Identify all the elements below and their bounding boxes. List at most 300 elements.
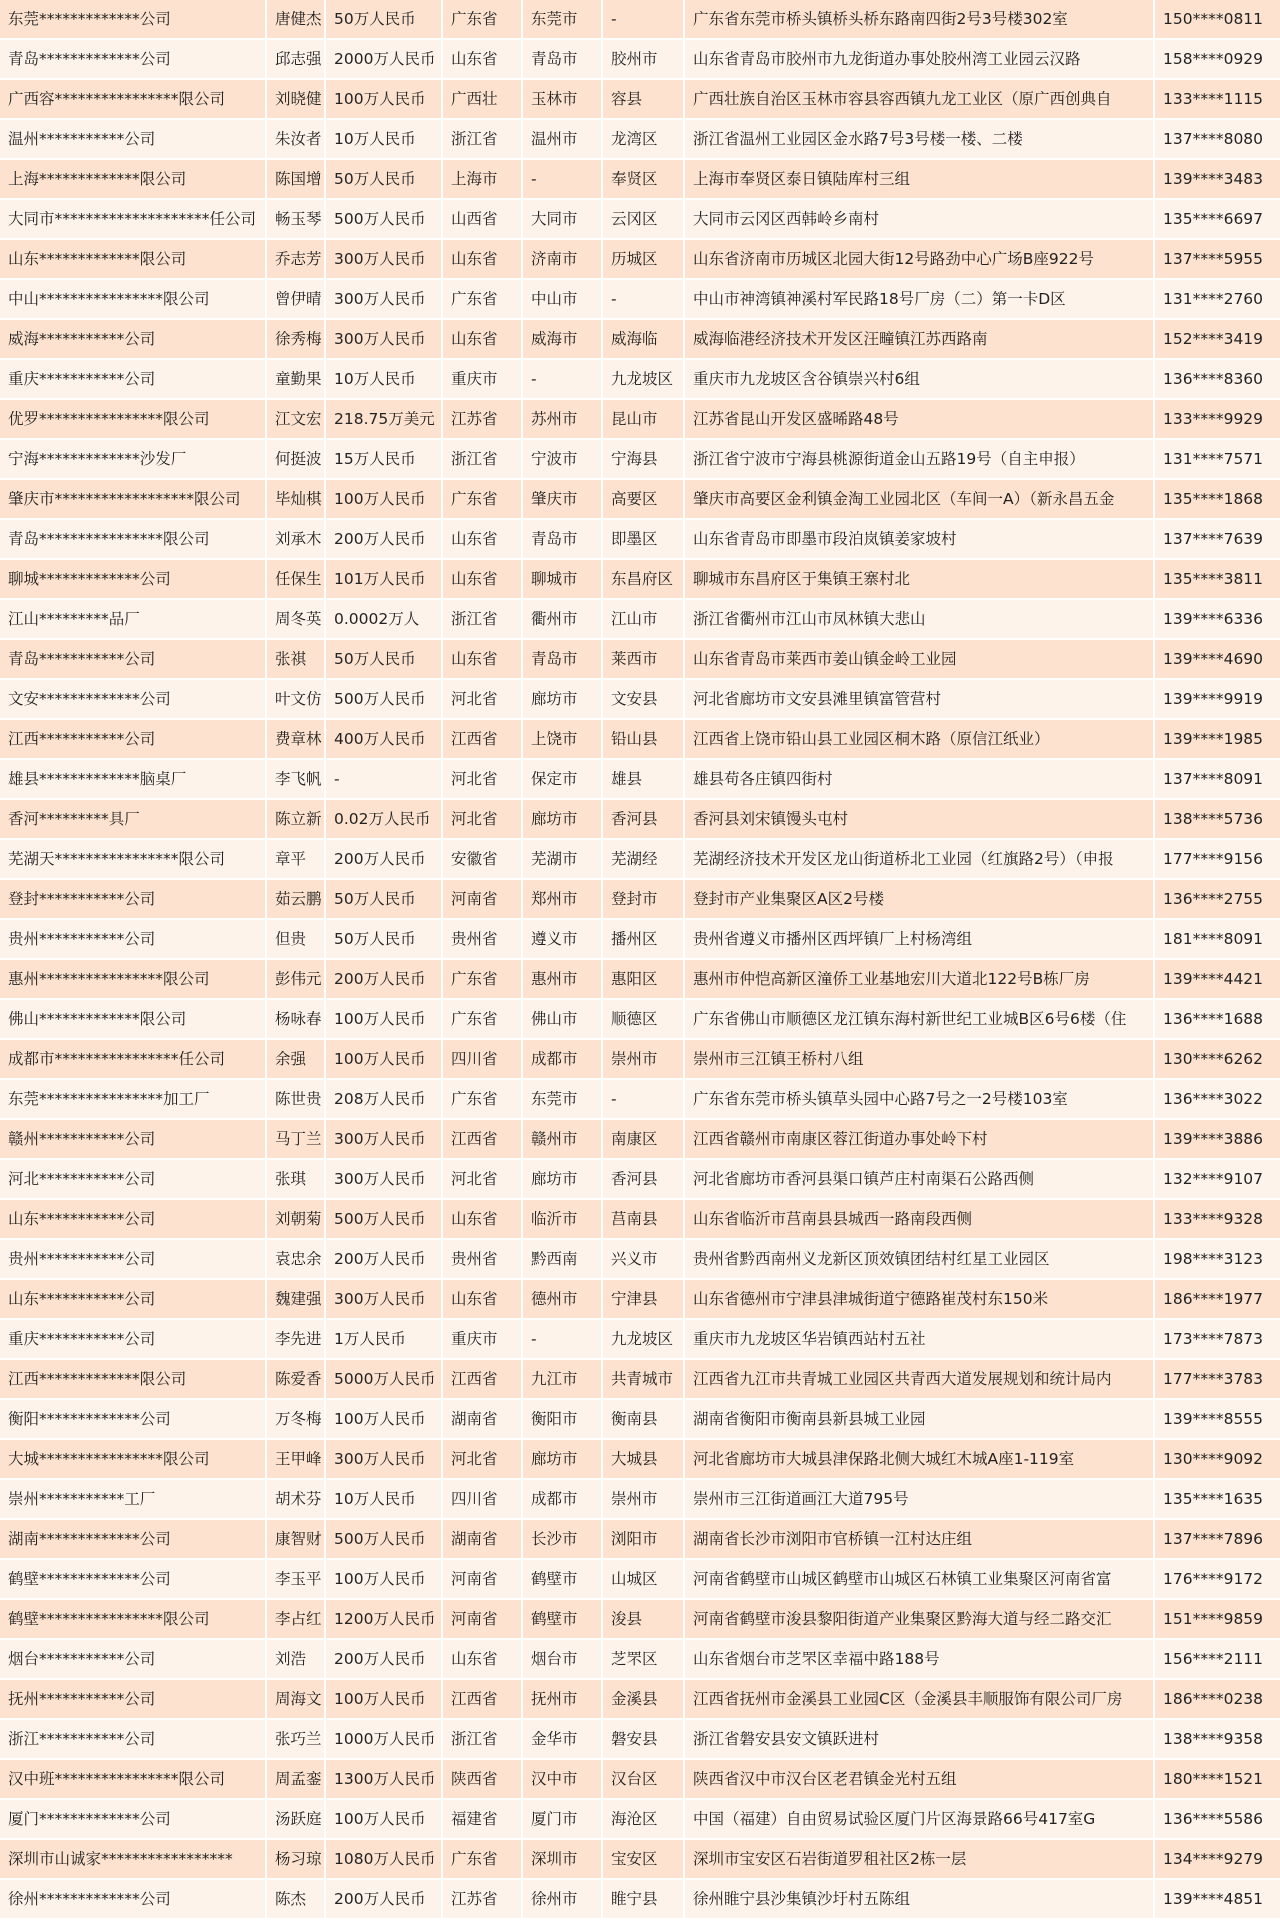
table-row — [0, 119, 1280, 159]
address-cell: 山东省德州市宁津县津城街道宁德路崔茂村东150米 — [684, 1279, 1154, 1319]
province-cell: 广西壮 — [442, 79, 522, 119]
city-cell: 徐州市 — [522, 1879, 602, 1919]
city-cell: 宁波市 — [522, 439, 602, 479]
registered-capital-cell: 300万人民币 — [325, 279, 442, 319]
registered-capital-cell: 200万人民币 — [325, 1639, 442, 1679]
registered-capital-cell: 300万人民币 — [325, 319, 442, 359]
registered-capital-cell: 500万人民币 — [325, 1519, 442, 1559]
table-row — [0, 479, 1280, 519]
city-cell: 青岛市 — [522, 39, 602, 79]
phone-cell: 130****6262 — [1154, 1039, 1280, 1079]
registered-capital-cell: 100万人民币 — [325, 1039, 442, 1079]
registered-capital-cell: 100万人民币 — [325, 1679, 442, 1719]
registered-capital-cell: 2000万人民币 — [325, 39, 442, 79]
registered-capital-cell: 218.75万美元 — [325, 399, 442, 439]
legal-representative-cell: 万冬梅 — [266, 1399, 325, 1439]
city-cell: - — [522, 159, 602, 199]
company-name-cell: 雄县*************脑桌厂 — [0, 759, 266, 799]
city-cell: 保定市 — [522, 759, 602, 799]
company-name-cell: 青岛*************公司 — [0, 39, 266, 79]
phone-cell: 186****0238 — [1154, 1679, 1280, 1719]
table-row — [0, 1279, 1280, 1319]
legal-representative-cell: 童勤果 — [266, 359, 325, 399]
district-cell: 衡南县 — [602, 1399, 684, 1439]
address-cell: 湖南省衡阳市衡南县新县城工业园 — [684, 1399, 1154, 1439]
phone-cell: 132****9107 — [1154, 1159, 1280, 1199]
table-row — [0, 199, 1280, 239]
legal-representative-cell: 杨习琼 — [266, 1839, 325, 1879]
registered-capital-cell: 50万人民币 — [325, 0, 442, 39]
province-cell: 浙江省 — [442, 599, 522, 639]
city-cell: 汉中市 — [522, 1759, 602, 1799]
table-row — [0, 919, 1280, 959]
district-cell: 香河县 — [602, 1159, 684, 1199]
district-cell: - — [602, 1079, 684, 1119]
district-cell: 即墨区 — [602, 519, 684, 559]
province-cell: 河南省 — [442, 1559, 522, 1599]
city-cell: 临沂市 — [522, 1199, 602, 1239]
legal-representative-cell: 余强 — [266, 1039, 325, 1079]
province-cell: 贵州省 — [442, 1239, 522, 1279]
company-name-cell: 徐州*************公司 — [0, 1879, 266, 1919]
table-row — [0, 1239, 1280, 1279]
city-cell: 金华市 — [522, 1719, 602, 1759]
phone-cell: 139****8555 — [1154, 1399, 1280, 1439]
district-cell: 芝罘区 — [602, 1639, 684, 1679]
phone-cell: 136****5586 — [1154, 1799, 1280, 1839]
legal-representative-cell: 汤跃庭 — [266, 1799, 325, 1839]
company-name-cell: 香河*********具厂 — [0, 799, 266, 839]
table-row — [0, 0, 1280, 39]
district-cell: 海沧区 — [602, 1799, 684, 1839]
company-name-cell: 鹤壁****************限公司 — [0, 1599, 266, 1639]
district-cell: 汉台区 — [602, 1759, 684, 1799]
company-name-cell: 温州***********公司 — [0, 119, 266, 159]
phone-cell: 136****3022 — [1154, 1079, 1280, 1119]
district-cell: 宝安区 — [602, 1839, 684, 1879]
district-cell: 威海临 — [602, 319, 684, 359]
address-cell: 广东省东莞市桥头镇草头园中心路7号之一2号楼103室 — [684, 1079, 1154, 1119]
table-row — [0, 519, 1280, 559]
district-cell: 共青城市 — [602, 1359, 684, 1399]
company-name-cell: 上海*************限公司 — [0, 159, 266, 199]
address-cell: 中山市神湾镇神溪村军民路18号厂房（二）第一卡D区 — [684, 279, 1154, 319]
city-cell: 烟台市 — [522, 1639, 602, 1679]
district-cell: 惠阳区 — [602, 959, 684, 999]
phone-cell: 151****9859 — [1154, 1599, 1280, 1639]
company-name-cell: 厦门*************公司 — [0, 1799, 266, 1839]
legal-representative-cell: 毕灿棋 — [266, 479, 325, 519]
city-cell: 鹤壁市 — [522, 1599, 602, 1639]
province-cell: 江西省 — [442, 1359, 522, 1399]
province-cell: 广东省 — [442, 1079, 522, 1119]
phone-cell: 135****1635 — [1154, 1479, 1280, 1519]
district-cell: 崇州市 — [602, 1039, 684, 1079]
province-cell: 贵州省 — [442, 919, 522, 959]
company-name-cell: 重庆***********公司 — [0, 359, 266, 399]
phone-cell: 133****1115 — [1154, 79, 1280, 119]
table-row — [0, 759, 1280, 799]
legal-representative-cell: 朱汝者 — [266, 119, 325, 159]
district-cell: 芜湖经 — [602, 839, 684, 879]
table-row — [0, 599, 1280, 639]
city-cell: 青岛市 — [522, 519, 602, 559]
legal-representative-cell: 陈爱香 — [266, 1359, 325, 1399]
address-cell: 河南省鹤壁市山城区鹤壁市山城区石林镇工业集聚区河南省富 — [684, 1559, 1154, 1599]
address-cell: 浙江省衢州市江山市凤林镇大悲山 — [684, 599, 1154, 639]
registered-capital-cell: 100万人民币 — [325, 1799, 442, 1839]
registered-capital-cell: 300万人民币 — [325, 1439, 442, 1479]
phone-cell: 134****9279 — [1154, 1839, 1280, 1879]
province-cell: 河北省 — [442, 1159, 522, 1199]
city-cell: 廊坊市 — [522, 1159, 602, 1199]
district-cell: 浚县 — [602, 1599, 684, 1639]
legal-representative-cell: 彭伟元 — [266, 959, 325, 999]
company-name-cell: 赣州***********公司 — [0, 1119, 266, 1159]
address-cell: 陕西省汉中市汉台区老君镇金光村五组 — [684, 1759, 1154, 1799]
address-cell: 山东省临沂市莒南县县城西一路南段西侧 — [684, 1199, 1154, 1239]
phone-cell: 158****0929 — [1154, 39, 1280, 79]
district-cell: 磐安县 — [602, 1719, 684, 1759]
legal-representative-cell: 张巧兰 — [266, 1719, 325, 1759]
registered-capital-cell: 500万人民币 — [325, 1199, 442, 1239]
address-cell: 深圳市宝安区石岩街道罗租社区2栋一层 — [684, 1839, 1154, 1879]
province-cell: 江苏省 — [442, 1879, 522, 1919]
table-row — [0, 39, 1280, 79]
district-cell: 香河县 — [602, 799, 684, 839]
table-row — [0, 1079, 1280, 1119]
province-cell: 浙江省 — [442, 439, 522, 479]
table-row — [0, 279, 1280, 319]
company-name-cell: 威海***********公司 — [0, 319, 266, 359]
city-cell: 德州市 — [522, 1279, 602, 1319]
registered-capital-cell: 1200万人民币 — [325, 1599, 442, 1639]
legal-representative-cell: 张祺 — [266, 639, 325, 679]
district-cell: 崇州市 — [602, 1479, 684, 1519]
district-cell: 东昌府区 — [602, 559, 684, 599]
province-cell: 广东省 — [442, 959, 522, 999]
district-cell: 南康区 — [602, 1119, 684, 1159]
district-cell: 山城区 — [602, 1559, 684, 1599]
registered-capital-cell: 10万人民币 — [325, 1479, 442, 1519]
phone-cell: 176****9172 — [1154, 1559, 1280, 1599]
company-name-cell: 河北***********公司 — [0, 1159, 266, 1199]
table-row — [0, 239, 1280, 279]
registered-capital-cell: 15万人民币 — [325, 439, 442, 479]
phone-cell: 139****6336 — [1154, 599, 1280, 639]
company-name-cell: 江西***********公司 — [0, 719, 266, 759]
city-cell: - — [522, 1319, 602, 1359]
phone-cell: 135****6697 — [1154, 199, 1280, 239]
company-name-cell: 山东*************限公司 — [0, 239, 266, 279]
company-name-cell: 湖南*************公司 — [0, 1519, 266, 1559]
registered-capital-cell: 100万人民币 — [325, 999, 442, 1039]
phone-cell: 138****5736 — [1154, 799, 1280, 839]
phone-cell: 177****9156 — [1154, 839, 1280, 879]
city-cell: 九江市 — [522, 1359, 602, 1399]
registered-capital-cell: 200万人民币 — [325, 1239, 442, 1279]
legal-representative-cell: 邱志强 — [266, 39, 325, 79]
company-name-cell: 文安*************公司 — [0, 679, 266, 719]
legal-representative-cell: 魏建强 — [266, 1279, 325, 1319]
legal-representative-cell: 李先进 — [266, 1319, 325, 1359]
province-cell: 山东省 — [442, 1639, 522, 1679]
legal-representative-cell: 任保生 — [266, 559, 325, 599]
district-cell: - — [602, 0, 684, 39]
company-name-cell: 中山****************限公司 — [0, 279, 266, 319]
province-cell: 河南省 — [442, 879, 522, 919]
province-cell: 重庆市 — [442, 1319, 522, 1359]
province-cell: 广东省 — [442, 279, 522, 319]
company-name-cell: 东莞*************公司 — [0, 0, 266, 39]
district-cell: - — [602, 279, 684, 319]
province-cell: 山东省 — [442, 559, 522, 599]
legal-representative-cell: 费章林 — [266, 719, 325, 759]
table-row — [0, 79, 1280, 119]
address-cell: 大同市云冈区西韩岭乡南村 — [684, 199, 1154, 239]
address-cell: 江西省赣州市南康区蓉江街道办事处岭下村 — [684, 1119, 1154, 1159]
address-cell: 江西省抚州市金溪县工业园C区（金溪县丰顺服饰有限公司厂房 — [684, 1679, 1154, 1719]
district-cell: 龙湾区 — [602, 119, 684, 159]
city-cell: 抚州市 — [522, 1679, 602, 1719]
address-cell: 威海临港经济技术开发区汪疃镇江苏西路南 — [684, 319, 1154, 359]
table-row — [0, 159, 1280, 199]
district-cell: 雄县 — [602, 759, 684, 799]
table-row — [0, 799, 1280, 839]
address-cell: 广东省佛山市顺德区龙江镇东海村新世纪工业城B区6号6楼（住 — [684, 999, 1154, 1039]
province-cell: 河北省 — [442, 799, 522, 839]
registered-capital-cell: 300万人民币 — [325, 1119, 442, 1159]
registered-capital-cell: 50万人民币 — [325, 919, 442, 959]
table-row — [0, 999, 1280, 1039]
table-row — [0, 359, 1280, 399]
legal-representative-cell: 杨咏春 — [266, 999, 325, 1039]
district-cell: 容县 — [602, 79, 684, 119]
phone-cell: 137****8091 — [1154, 759, 1280, 799]
phone-cell: 150****0811 — [1154, 0, 1280, 39]
company-name-cell: 佛山*************限公司 — [0, 999, 266, 1039]
company-name-cell: 贵州***********公司 — [0, 919, 266, 959]
company-name-cell: 重庆***********公司 — [0, 1319, 266, 1359]
district-cell: 宁海县 — [602, 439, 684, 479]
table-row — [0, 959, 1280, 999]
phone-cell: 136****2755 — [1154, 879, 1280, 919]
company-name-cell: 优罗****************限公司 — [0, 399, 266, 439]
phone-cell: 139****9919 — [1154, 679, 1280, 719]
province-cell: 山东省 — [442, 1279, 522, 1319]
city-cell: 肇庆市 — [522, 479, 602, 519]
city-cell: 鹤壁市 — [522, 1559, 602, 1599]
registered-capital-cell: 200万人民币 — [325, 959, 442, 999]
district-cell: 金溪县 — [602, 1679, 684, 1719]
legal-representative-cell: 刘晓健 — [266, 79, 325, 119]
city-cell: 大同市 — [522, 199, 602, 239]
phone-cell: 135****3811 — [1154, 559, 1280, 599]
table-row — [0, 1039, 1280, 1079]
phone-cell: 137****8080 — [1154, 119, 1280, 159]
legal-representative-cell: 周冬英 — [266, 599, 325, 639]
table-row — [0, 1359, 1280, 1399]
company-name-cell: 深圳市山诚家***************** — [0, 1839, 266, 1879]
company-name-cell: 江西*************限公司 — [0, 1359, 266, 1399]
province-cell: 山东省 — [442, 39, 522, 79]
company-name-cell: 东莞****************加工厂 — [0, 1079, 266, 1119]
province-cell: 四川省 — [442, 1479, 522, 1519]
registered-capital-cell: 10万人民币 — [325, 359, 442, 399]
address-cell: 崇州市三江镇王桥村八组 — [684, 1039, 1154, 1079]
phone-cell: 180****1521 — [1154, 1759, 1280, 1799]
city-cell: 上饶市 — [522, 719, 602, 759]
legal-representative-cell: 李玉平 — [266, 1559, 325, 1599]
company-name-cell: 大同市********************任公司 — [0, 199, 266, 239]
address-cell: 江西省上饶市铅山县工业园区桐木路（原信江纸业） — [684, 719, 1154, 759]
address-cell: 山东省青岛市即墨市段泊岚镇姜家坡村 — [684, 519, 1154, 559]
company-name-cell: 芜湖天****************限公司 — [0, 839, 266, 879]
company-name-cell: 贵州***********公司 — [0, 1239, 266, 1279]
phone-cell: 139****4421 — [1154, 959, 1280, 999]
legal-representative-cell: 叶文仿 — [266, 679, 325, 719]
district-cell: 宁津县 — [602, 1279, 684, 1319]
table-row — [0, 679, 1280, 719]
district-cell: 云冈区 — [602, 199, 684, 239]
province-cell: 湖南省 — [442, 1519, 522, 1559]
company-name-cell: 广西容****************限公司 — [0, 79, 266, 119]
address-cell: 山东省烟台市芝罘区幸福中路188号 — [684, 1639, 1154, 1679]
city-cell: 威海市 — [522, 319, 602, 359]
legal-representative-cell: 马丁兰 — [266, 1119, 325, 1159]
registered-capital-cell: 1000万人民币 — [325, 1719, 442, 1759]
company-name-cell: 成都市****************任公司 — [0, 1039, 266, 1079]
registered-capital-cell: 100万人民币 — [325, 79, 442, 119]
legal-representative-cell: 袁忠余 — [266, 1239, 325, 1279]
address-cell: 浙江省宁波市宁海县桃源街道金山五路19号（自主申报） — [684, 439, 1154, 479]
city-cell: 厦门市 — [522, 1799, 602, 1839]
city-cell: 黔西南 — [522, 1239, 602, 1279]
province-cell: 江西省 — [442, 1679, 522, 1719]
table-row — [0, 1799, 1280, 1839]
address-cell: 徐州睢宁县沙集镇沙圩村五陈组 — [684, 1879, 1154, 1919]
table-row — [0, 1719, 1280, 1759]
legal-representative-cell: 陈立新 — [266, 799, 325, 839]
province-cell: 四川省 — [442, 1039, 522, 1079]
address-cell: 聊城市东昌府区于集镇王寨村北 — [684, 559, 1154, 599]
district-cell: 奉贤区 — [602, 159, 684, 199]
table-row — [0, 839, 1280, 879]
city-cell: 廊坊市 — [522, 1439, 602, 1479]
province-cell: 上海市 — [442, 159, 522, 199]
province-cell: 河北省 — [442, 1439, 522, 1479]
phone-cell: 186****1977 — [1154, 1279, 1280, 1319]
phone-cell: 137****5955 — [1154, 239, 1280, 279]
phone-cell: 131****2760 — [1154, 279, 1280, 319]
company-name-cell: 惠州****************限公司 — [0, 959, 266, 999]
legal-representative-cell: 王甲峰 — [266, 1439, 325, 1479]
registered-capital-cell: 50万人民币 — [325, 159, 442, 199]
district-cell: 顺德区 — [602, 999, 684, 1039]
city-cell: 赣州市 — [522, 1119, 602, 1159]
table-row — [0, 559, 1280, 599]
company-name-cell: 青岛****************限公司 — [0, 519, 266, 559]
legal-representative-cell: 曾伊晴 — [266, 279, 325, 319]
province-cell: 山东省 — [442, 1199, 522, 1239]
province-cell: 浙江省 — [442, 1719, 522, 1759]
province-cell: 湖南省 — [442, 1399, 522, 1439]
table-row — [0, 1439, 1280, 1479]
address-cell: 雄县苟各庄镇四街村 — [684, 759, 1154, 799]
city-cell: 聊城市 — [522, 559, 602, 599]
province-cell: 福建省 — [442, 1799, 522, 1839]
district-cell: 大城县 — [602, 1439, 684, 1479]
province-cell: 山西省 — [442, 199, 522, 239]
registered-capital-cell: 100万人民币 — [325, 1559, 442, 1599]
city-cell: 郑州市 — [522, 879, 602, 919]
province-cell: 广东省 — [442, 999, 522, 1039]
registered-capital-cell: 1080万人民币 — [325, 1839, 442, 1879]
phone-cell: 137****7896 — [1154, 1519, 1280, 1559]
city-cell: 衡阳市 — [522, 1399, 602, 1439]
table-row — [0, 439, 1280, 479]
table-row — [0, 319, 1280, 359]
legal-representative-cell: 刘浩 — [266, 1639, 325, 1679]
phone-cell: 137****7639 — [1154, 519, 1280, 559]
district-cell: 胶州市 — [602, 39, 684, 79]
district-cell: 播州区 — [602, 919, 684, 959]
legal-representative-cell: 张琪 — [266, 1159, 325, 1199]
province-cell: 江西省 — [442, 1119, 522, 1159]
district-cell: 文安县 — [602, 679, 684, 719]
address-cell: 重庆市九龙坡区华岩镇西站村五社 — [684, 1319, 1154, 1359]
address-cell: 香河县刘宋镇馒头屯村 — [684, 799, 1154, 839]
phone-cell: 133****9929 — [1154, 399, 1280, 439]
address-cell: 芜湖经济技术开发区龙山街道桥北工业园（红旗路2号）（申报 — [684, 839, 1154, 879]
table-row — [0, 639, 1280, 679]
legal-representative-cell: 何挺波 — [266, 439, 325, 479]
legal-representative-cell: 乔志芳 — [266, 239, 325, 279]
table-row — [0, 879, 1280, 919]
legal-representative-cell: 畅玉琴 — [266, 199, 325, 239]
registered-capital-cell: 50万人民币 — [325, 639, 442, 679]
city-cell: 苏州市 — [522, 399, 602, 439]
phone-cell: 130****9092 — [1154, 1439, 1280, 1479]
company-name-cell: 青岛***********公司 — [0, 639, 266, 679]
city-cell: 中山市 — [522, 279, 602, 319]
district-cell: 九龙坡区 — [602, 1319, 684, 1359]
province-cell: 广东省 — [442, 0, 522, 39]
city-cell: 惠州市 — [522, 959, 602, 999]
registered-capital-cell: 100万人民币 — [325, 1399, 442, 1439]
city-cell: 青岛市 — [522, 639, 602, 679]
registered-capital-cell: 0.0002万人 — [325, 599, 442, 639]
district-cell: 莒南县 — [602, 1199, 684, 1239]
phone-cell: 133****9328 — [1154, 1199, 1280, 1239]
legal-representative-cell: 胡术芬 — [266, 1479, 325, 1519]
province-cell: 安徽省 — [442, 839, 522, 879]
legal-representative-cell: 周孟銮 — [266, 1759, 325, 1799]
table-row — [0, 1519, 1280, 1559]
registered-capital-cell: 10万人民币 — [325, 119, 442, 159]
legal-representative-cell: 李飞帆 — [266, 759, 325, 799]
phone-cell: 131****7571 — [1154, 439, 1280, 479]
city-cell: 佛山市 — [522, 999, 602, 1039]
address-cell: 中国（福建）自由贸易试验区厦门片区海景路66号417室G — [684, 1799, 1154, 1839]
registered-capital-cell: 5000万人民币 — [325, 1359, 442, 1399]
phone-cell: 152****3419 — [1154, 319, 1280, 359]
province-cell: 广东省 — [442, 1839, 522, 1879]
company-name-cell: 鹤壁*************公司 — [0, 1559, 266, 1599]
legal-representative-cell: 李占红 — [266, 1599, 325, 1639]
city-cell: 长沙市 — [522, 1519, 602, 1559]
district-cell: 昆山市 — [602, 399, 684, 439]
